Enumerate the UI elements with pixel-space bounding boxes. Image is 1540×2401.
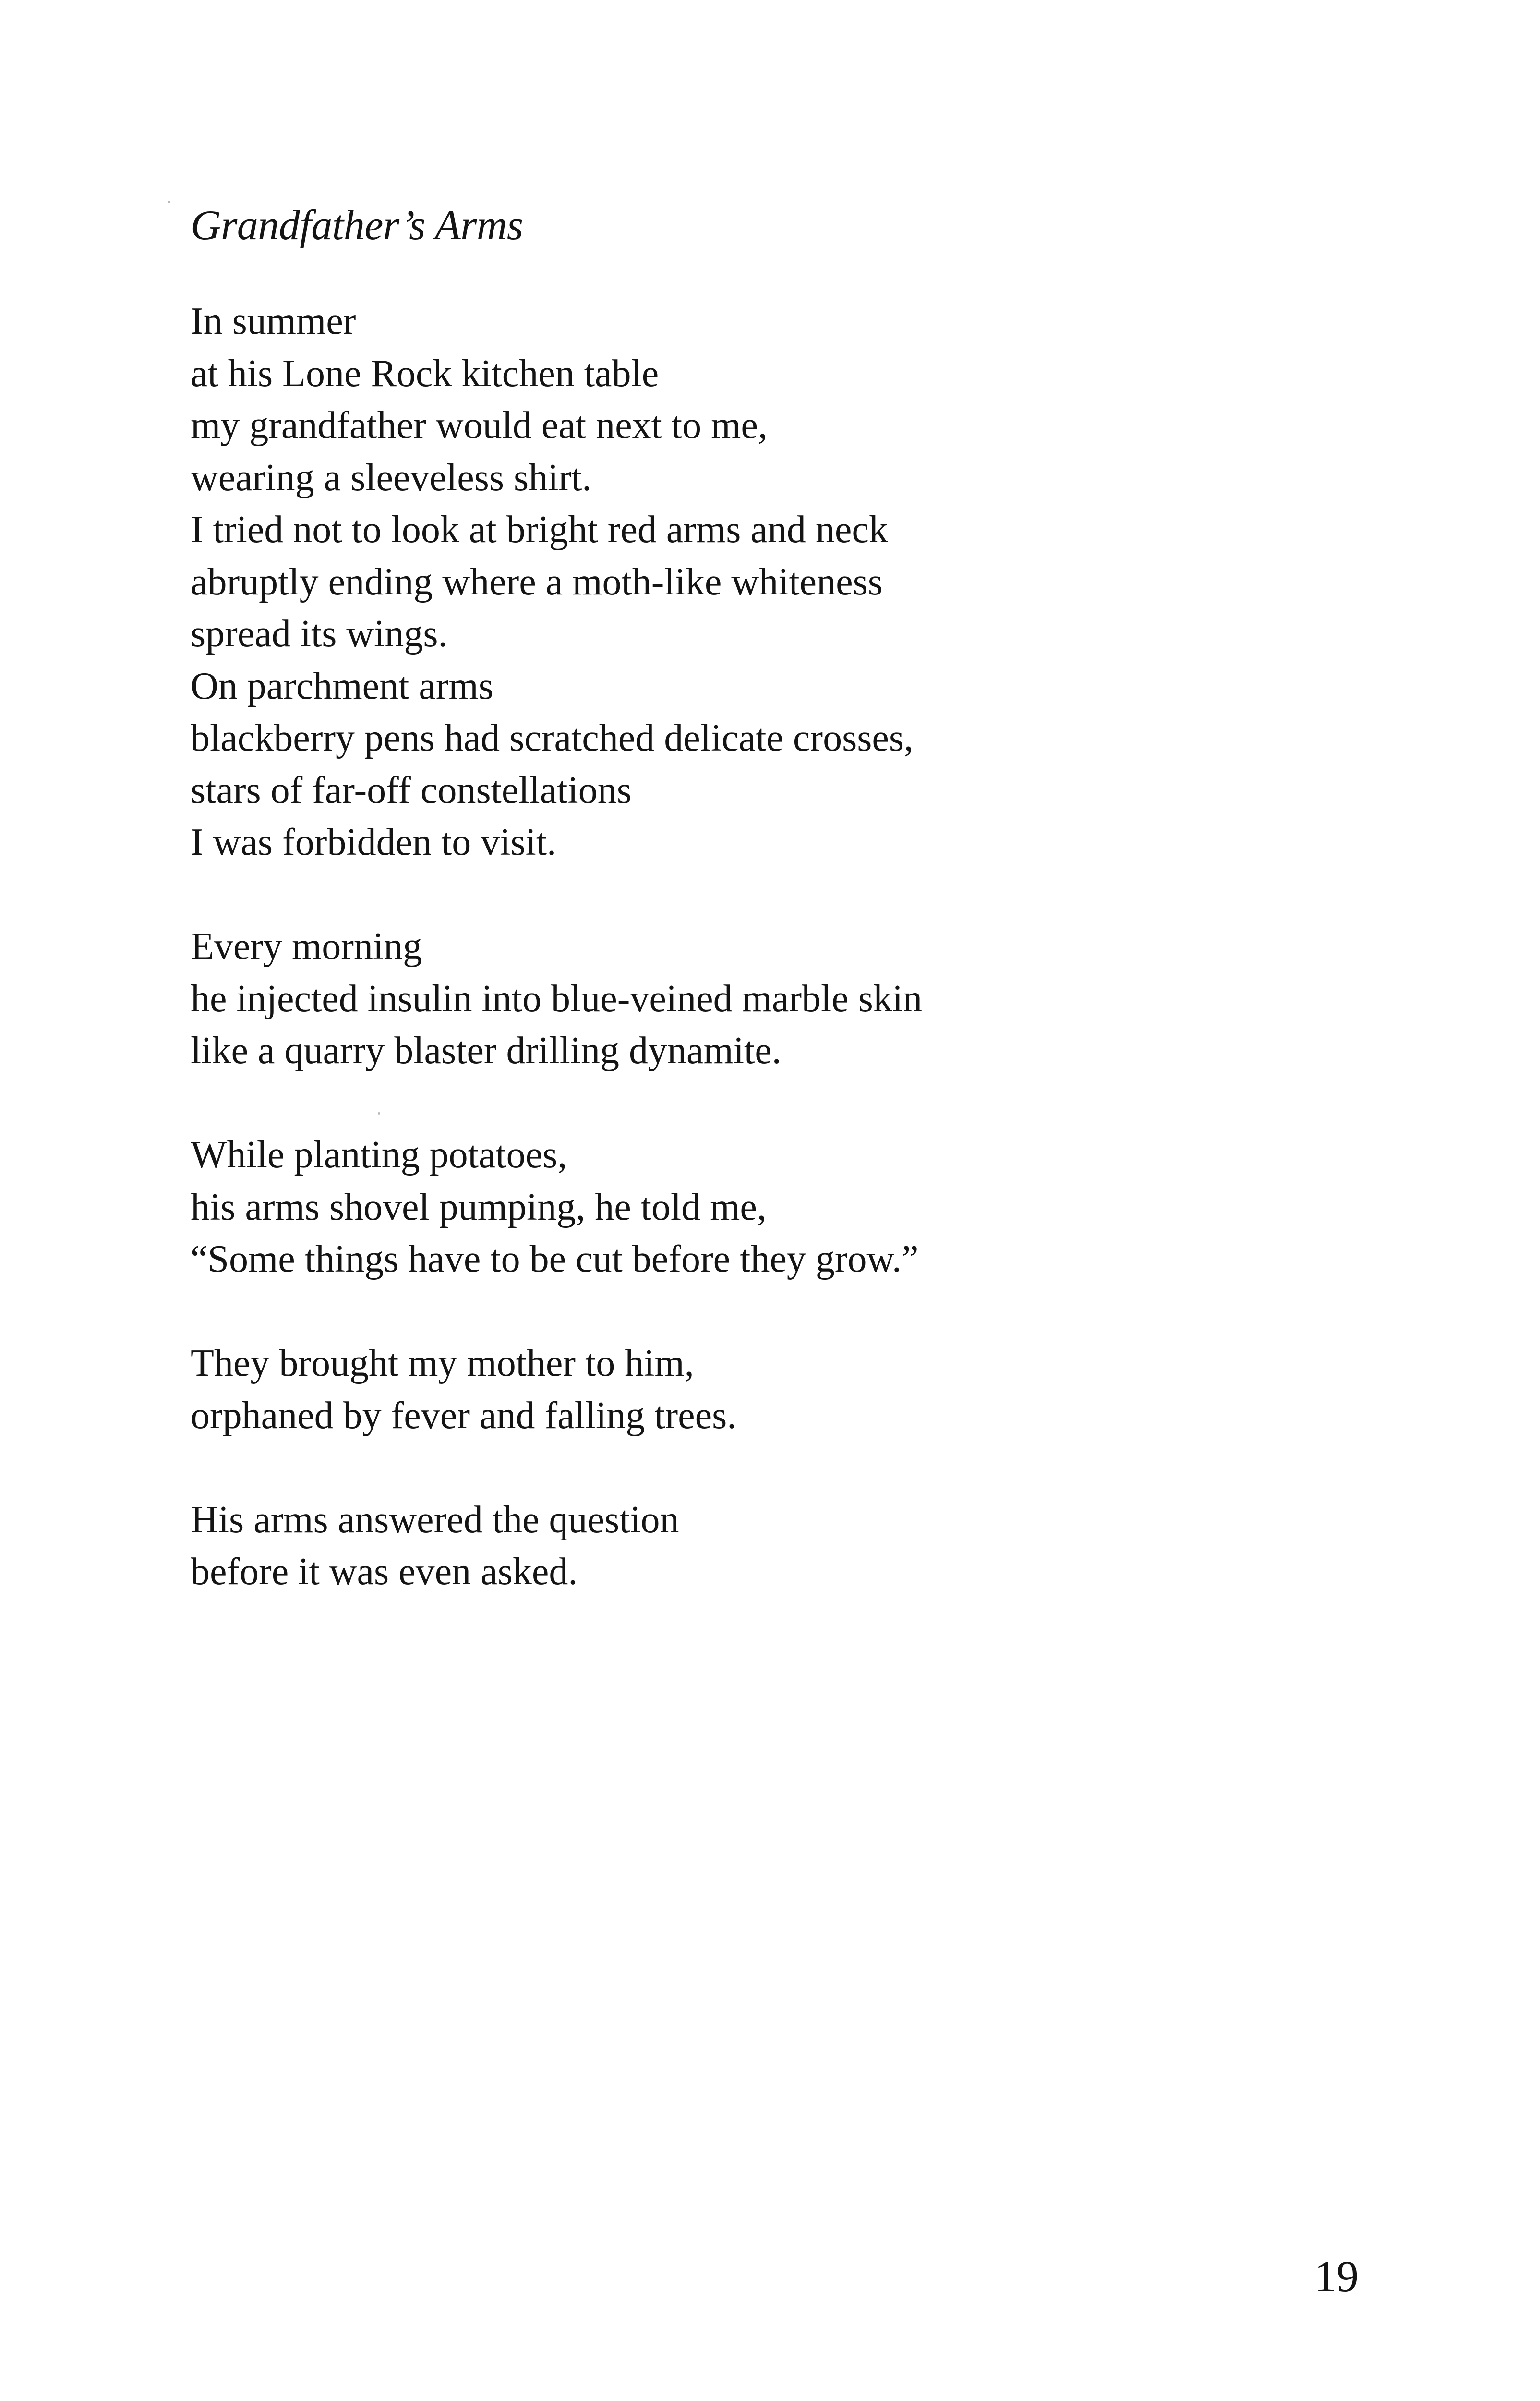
poem-line: They brought my mother to him, (191, 1342, 694, 1384)
title-spacing (191, 259, 1343, 295)
poem-line: Every morning (191, 925, 422, 968)
stanza-break (191, 1442, 1343, 1494)
poem-line: spread its wings. (191, 613, 448, 655)
poem-line: my grandfather would eat next to me, (191, 404, 768, 447)
stanza-5 (191, 1494, 1343, 1598)
poem-title: Grandfather’s Arms (191, 202, 523, 249)
poem-line: While planting potatoes, (191, 1134, 567, 1176)
page-number: 19 (1314, 2252, 1359, 2301)
poem-line: His arms answered the question (191, 1498, 679, 1541)
poem-line: I was forbidden to visit. (191, 821, 557, 863)
stanza-1 (191, 295, 1343, 869)
poem-line: his arms shovel pumping, he told me, (191, 1186, 767, 1228)
poem-line: blackberry pens had scratched delicate crosses, (191, 717, 914, 759)
stanza-break (191, 869, 1343, 921)
stanza-break (191, 1077, 1343, 1129)
poem-line: abruptly ending where a moth-like whiteness (191, 560, 883, 603)
poem-line: “Some things have to be cut before they grow.” (191, 1238, 919, 1280)
poem-line: like a quarry blaster drilling dynamite. (191, 1030, 782, 1072)
poem-line: stars of far-off constellations (191, 769, 632, 812)
poem-line: wearing a sleeveless shirt. (191, 456, 592, 499)
poem (191, 192, 1343, 1598)
poem-line: I tried not to look at bright red arms and neck (191, 509, 888, 551)
print-speck (168, 201, 170, 203)
stanza-4 (191, 1337, 1343, 1442)
poem-line: In summer (191, 300, 356, 342)
stanza-break (191, 1285, 1343, 1338)
stanza-3 (191, 1129, 1343, 1285)
poem-line: he injected insulin into blue-veined marble skin (191, 977, 923, 1020)
poem-line: orphaned by fever and falling trees. (191, 1394, 737, 1437)
poem-line: at his Lone Rock kitchen table (191, 352, 659, 395)
stanza-2 (191, 921, 1343, 1077)
poem-line: before it was even asked. (191, 1551, 578, 1593)
poem-line: On parchment arms (191, 665, 493, 707)
